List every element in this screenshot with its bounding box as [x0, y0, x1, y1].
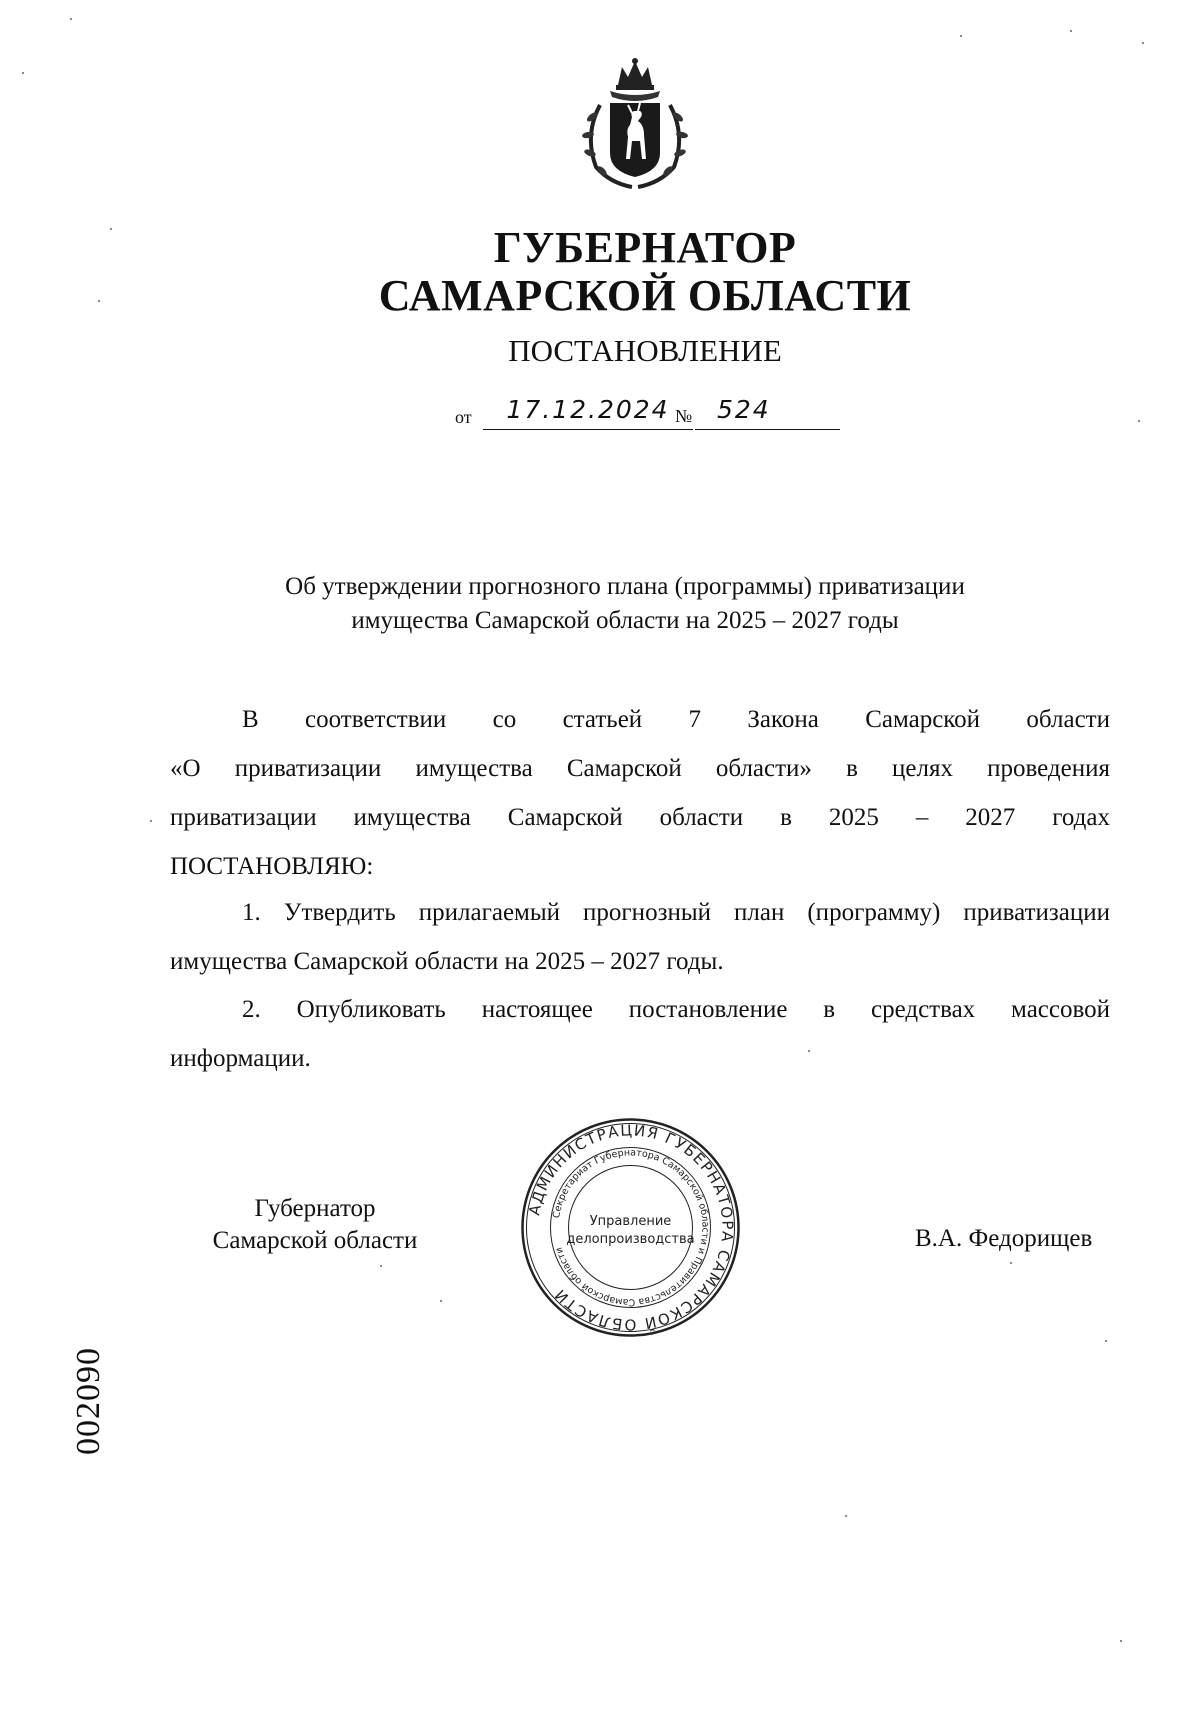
signature-position: [200, 1193, 430, 1257]
stamp-inner-text: Секретариат Губернатора Самарской области и Правительства Самарской области: [551, 1147, 711, 1308]
paragraph-item-1: [170, 888, 1110, 986]
stamp-center-line2: делопроизводства: [566, 1232, 695, 1247]
body-line: 2. Опубликовать настоящее постановление в средствах массовой: [242, 996, 1110, 1023]
subject-line1: Об утверждении прогнозного плана (программы) приватизации: [285, 573, 965, 600]
number-value: 524: [695, 395, 840, 430]
date-value: 17.12.2024: [483, 395, 693, 430]
paragraph-preamble: [170, 695, 1110, 891]
date-number-line: [455, 395, 855, 435]
date-prefix: от: [455, 407, 472, 427]
body-line: ПОСТАНОВЛЯЮ:: [170, 853, 374, 880]
body-line: В соответствии со статьей 7 Закона Самарской области: [242, 706, 1110, 733]
document-title-line1: ГУБЕРНАТОР: [493, 223, 797, 272]
stamp-outer-text: АДМИНИСТРАЦИЯ ГУБЕРНАТОРА САМАРСКОЙ ОБЛАСТИ: [525, 1121, 737, 1334]
body-line: 1. Утвердить прилагаемый прогнозный план (программу) приватизации: [242, 899, 1110, 926]
paragraph-item-2: [170, 985, 1110, 1083]
body-line: имущества Самарской области на 2025 – 2027 годы.: [170, 948, 724, 975]
registration-number: 002090: [70, 1347, 107, 1455]
document-subject: [170, 570, 1080, 638]
body-line: приватизации имущества Самарской области в 2025 – 2027 годах: [170, 804, 1110, 831]
signature-position-line2: Самарской области: [212, 1227, 418, 1254]
body-line: «О приватизации имущества Самарской области» в целях проведения: [170, 755, 1110, 782]
stamp-center-line1: Управление: [589, 1214, 672, 1229]
document-type: ПОСТАНОВЛЕНИЕ: [508, 333, 782, 368]
subject-line2: имущества Самарской области на 2025 – 2027 годы: [351, 607, 899, 634]
body-line: информации.: [170, 1045, 311, 1072]
signature-position-line1: Губернатор: [254, 1195, 376, 1222]
number-prefix: №: [675, 406, 693, 426]
official-stamp: [518, 1115, 743, 1340]
signature-name: В.А. Федорищев: [915, 1225, 1093, 1252]
document-title-line2: САМАРСКОЙ ОБЛАСТИ: [378, 271, 912, 320]
coat-of-arms-icon: [570, 55, 700, 195]
